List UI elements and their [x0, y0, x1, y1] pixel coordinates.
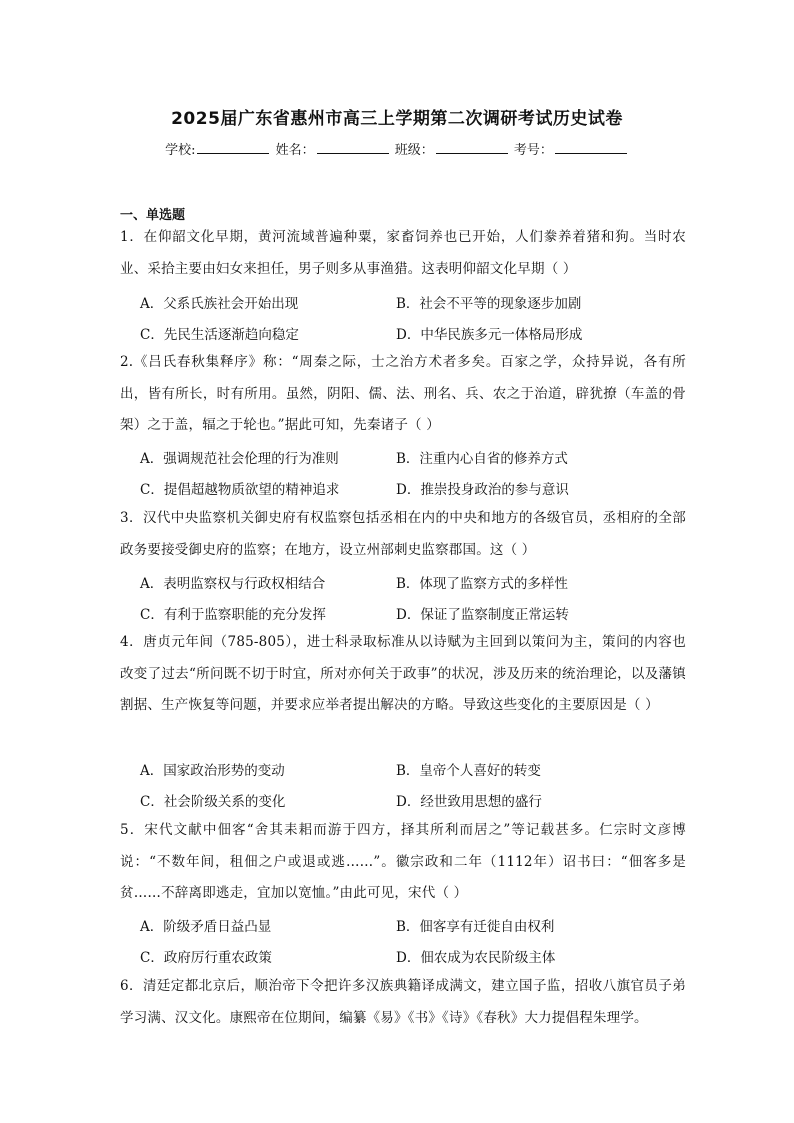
option-c[interactable]: C．社会阶级关系的变化	[140, 794, 286, 810]
option-b[interactable]: B．社会不平等的现象逐步加剧	[396, 296, 582, 312]
student-info-line	[0, 139, 794, 158]
option-d[interactable]: D．中华民族多元一体格局形成	[396, 327, 583, 343]
option-c[interactable]: C．先民生活逐渐趋向稳定	[140, 327, 299, 343]
option-c[interactable]: C．提倡超越物质欲望的精神追求	[140, 482, 340, 498]
option-b[interactable]: B．体现了监察方式的多样性	[396, 576, 568, 592]
question-6: 6．清廷定都北京后，顺治帝下令把许多汉族典籍译成满文，建立国子监，招收八旗官员子弟学习满、汉文化。康熙帝在位期间，编纂《易》《书》《诗》《春秋》大力提倡程朱理学。	[120, 978, 686, 1026]
school-blank[interactable]	[197, 142, 269, 154]
option-a[interactable]: A．父系氏族社会开始出现	[140, 296, 299, 312]
option-a[interactable]: A．国家政治形势的变动	[140, 763, 285, 779]
option-c[interactable]: C．有利于监察职能的充分发挥	[140, 607, 326, 623]
exam-title: 2025届广东省惠州市高三上学期第二次调研考试历史试卷	[171, 109, 623, 129]
option-d[interactable]: D．经世致用思想的盛行	[396, 794, 542, 810]
option-c[interactable]: C．政府厉行重农政策	[140, 950, 272, 966]
class-blank[interactable]	[436, 142, 508, 154]
option-a[interactable]: A．表明监察权与行政权相结合	[140, 576, 326, 592]
section-title: 一、单选题	[120, 208, 186, 223]
option-b[interactable]: B．皇帝个人喜好的转变	[396, 763, 541, 779]
option-b[interactable]: B．佃客享有迁徙自由权利	[396, 919, 555, 935]
question-3: 3．汉代中央监察机关御史府有权监察包括丞相在内的中央和地方的各级官员，丞相府的全部政务要接受御史府的监察；在地方，设立州部刺史监察郡国。这（ ）	[120, 510, 686, 558]
question-4: 4．唐贞元年间（785-805），进士科录取标准从以诗赋为主回到以策问为主，策问的内容也改变了过去“所问既不切于时宜，所对亦何关于政事”的状况，涉及历来的统治理论，以及藩镇割据、生产恢复等问题，并要求应举者提出解决的方略。导致这些变化的主要原因是（ ）	[120, 634, 686, 713]
option-d[interactable]: D．保证了监察制度正常运转	[396, 607, 569, 623]
option-d[interactable]: D．佃农成为农民阶级主体	[396, 950, 556, 966]
option-b[interactable]: B．注重内心自省的修养方式	[396, 451, 568, 467]
class-label: 班级：	[394, 143, 434, 158]
question-1: 1．在仰韶文化早期，黄河流域普遍种粟，家畜饲养也已开始，人们豢养着猪和狗。当时农业、采拾主要由妇女来担任，男子则多从事渔猎。这表明仰韶文化早期（ ）	[120, 229, 686, 277]
option-d[interactable]: D．推崇投身政治的参与意识	[396, 482, 569, 498]
option-a[interactable]: A．阶级矛盾日益凸显	[140, 919, 272, 935]
name-label: 姓名：	[275, 143, 315, 158]
option-a[interactable]: A．强调规范社会伦理的行为准则	[140, 451, 339, 467]
exam-number-label: 考号：	[513, 143, 553, 158]
question-5: 5．宋代文献中佃客“舍其耒耜而游于四方，择其所利而居之”等记载甚多。仁宗时文彦博说：“不数年间，租佃之户或退或逃……”。徽宗政和二年（1112年）诏书曰：“佃客多是贫……不辞离即逃走，宜加以宽恤。”由此可见，宋代（ ）	[120, 822, 686, 901]
exam-number-blank[interactable]	[555, 142, 627, 154]
question-2: 2.《吕氏春秋集释序》称：“周秦之际，士之治方术者多矣。百家之学，众持异说，各有所出，皆有所长，时有所用。虽然，阴阳、儒、法、刑名、兵、农之于治道，辟犹撩（车盖的骨架）之于盖，辐之于轮也。”据此可知，先秦诸子（ ）	[120, 354, 686, 433]
name-blank[interactable]	[317, 142, 389, 154]
school-label: 学校:	[165, 143, 196, 158]
